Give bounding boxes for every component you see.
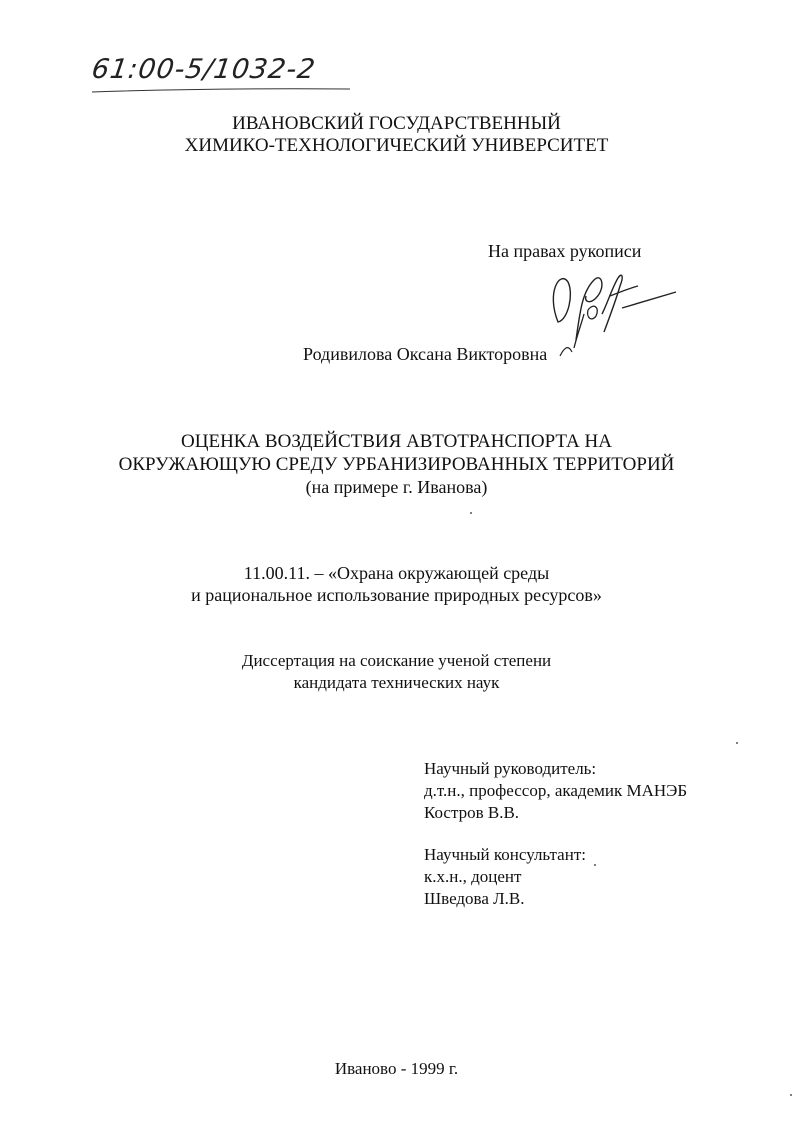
author-signature (538, 252, 683, 362)
specialty-line-2: и рациональное использование природных ресурсов» (191, 585, 602, 605)
specialty-line-1: 11.00.11. – «Охрана окружающей среды (243, 563, 550, 583)
supervisor-name: Костров В.В. (424, 803, 520, 822)
consultant-credentials: к.х.н., доцент (424, 867, 522, 886)
scan-speck (594, 864, 596, 866)
supervisor-label: Научный руководитель: (424, 759, 597, 778)
title-line-1: ОЦЕНКА ВОЗДЕЙСТВИЯ АВТОТРАНСПОРТА НА (181, 431, 612, 452)
university-line-1: ИВАНОВСКИЙ ГОСУДАРСТВЕННЫЙ (232, 113, 561, 134)
consultant-name: Шведова Л.В. (424, 889, 525, 908)
degree-line-2: кандидата технических наук (293, 673, 500, 692)
scan-speck (736, 742, 738, 744)
consultant-label: Научный консультант: (424, 845, 586, 864)
scan-speck (470, 512, 472, 514)
degree-line-1: Диссертация на соискание ученой степени (241, 651, 552, 670)
author-name: Родивилова Оксана Викторовна (303, 344, 548, 364)
archive-number-underline (88, 58, 358, 98)
title-line-2: ОКРУЖАЮЩУЮ СРЕДУ УРБАНИЗИРОВАННЫХ ТЕРРИТОРИЙ (118, 454, 675, 475)
supervisor-credentials: д.т.н., профессор, академик МАНЭБ (424, 781, 688, 800)
scan-speck (790, 1094, 792, 1096)
manuscript-note: На правах рукописи (488, 241, 642, 261)
city-year: Иваново - 1999 г. (334, 1059, 459, 1078)
university-line-2: ХИМИКО-ТЕХНОЛОГИЧЕСКИЙ УНИВЕРСИТЕТ (184, 135, 609, 156)
archive-number: 61:00-5/1032-2 (89, 54, 318, 85)
title-subtitle: (на примере г. Иванова) (305, 477, 488, 497)
